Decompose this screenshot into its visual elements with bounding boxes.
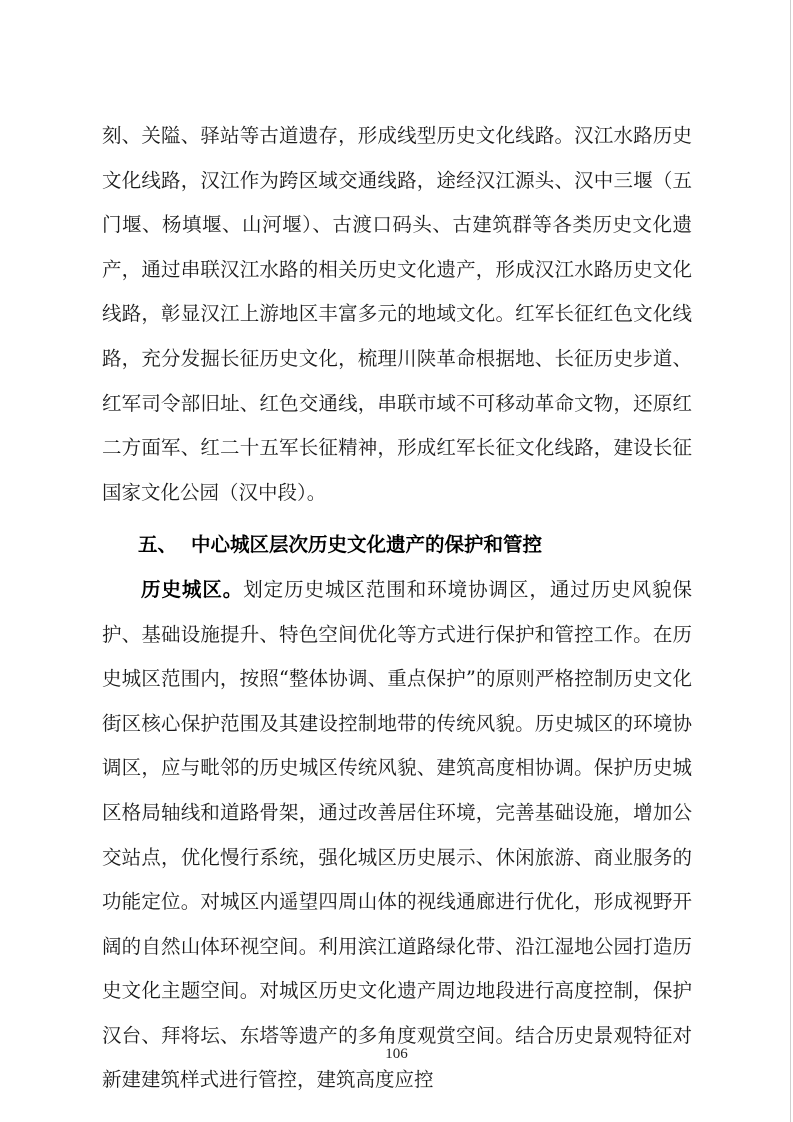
body-text (102, 114, 692, 1103)
section-title: 中心城区层次历史文化遗产的保护和管控 (191, 533, 543, 557)
paragraph-heritage-routes: 刻、关隘、驿站等古道遗存，形成线型历史文化线路。汉江水路历史文化线路，汉江作为跨区域交通线路，途经汉江源头、汉中三堰（五门堰、杨填堰、山河堰）、古渡口码头、古建筑群等各类历史文化遗产，通过串联汉江水路的相关历史文化遗产，形成汉江水路历史文化线路，彰显汉江上游地区丰富多元的地域文化。红军长征红色文化线路，充分发掘长征历史文化，梳理川陕革命根据地、长征历史步道、红军司令部旧址、红色交通线，串联市域不可移动革命文物，还原红二方面军、红二十五军长征精神，形成红军长征文化线路，建设长征国家文化公园（汉中段）。 (102, 124, 692, 504)
paragraph-historic-district (102, 568, 692, 1103)
paragraph-lead: 历史城区。 (141, 577, 244, 601)
page-number: 106 (385, 1046, 408, 1062)
section-number: 五、 (138, 533, 178, 557)
paragraph-body: 划定历史城区范围和环境协调区，通过历史风貌保护、基础设施提升、特色空间优化等方式进行保护和管控工作。在历史城区范围内，按照“整体协调、重点保护”的原则严格控制历史文化街区核心保护范围及其建设控制地带的传统风貌。历史城区的环境协调区，应与毗邻的历史城区传统风貌、建筑高度相协调。保护历史城区格局轴线和道路骨架，通过改善居住环境，完善基础设施，增加公交站点，优化慢行系统，强化城区历史展示、休闲旅游、商业服务的功能定位。对城区内遥望四周山体的视线通廊进行优化，形成视野开阔的自然山体环视空间。利用滨江道路绿化带、沿江湿地公园打造历史文化主题空间。对城区历史文化遗产周边地段进行高度控制，保护汉台、拜将坛、东塔等遗产的多角度观赏空间。结合历史景观特征对新建建筑样式进行管控，建筑高度应控 (102, 577, 692, 1092)
page-edge-line (790, 0, 791, 1122)
section-heading (102, 523, 692, 568)
